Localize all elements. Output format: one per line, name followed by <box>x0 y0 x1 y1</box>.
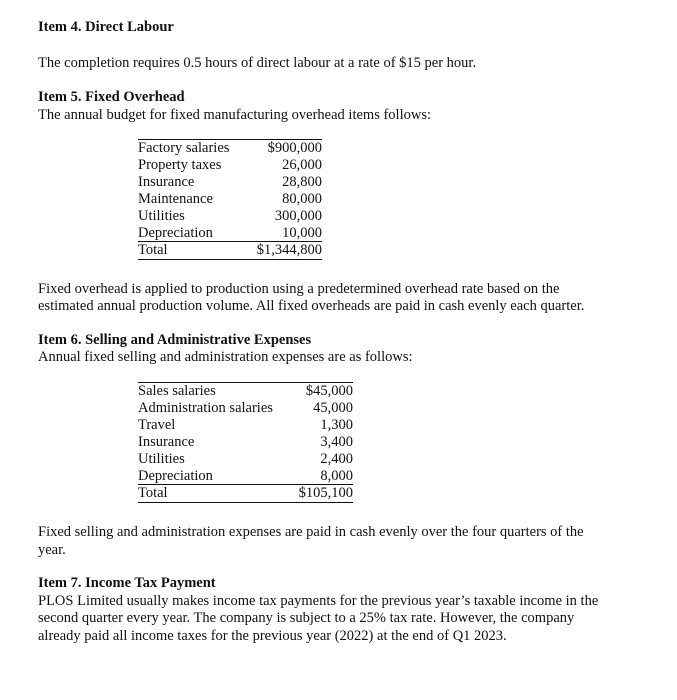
table-row <box>138 451 353 468</box>
total-value: $105,100 <box>291 485 353 503</box>
table-row <box>138 191 322 208</box>
row-label: Property taxes <box>138 156 222 173</box>
row-value: 26,000 <box>282 156 322 173</box>
row-label: Factory salaries <box>138 140 245 157</box>
row-label: Insurance <box>138 433 195 450</box>
fixed-overhead-table <box>138 139 322 260</box>
row-label: Depreciation <box>138 468 291 485</box>
item7-line1: PLOS Limited usually makes income tax payments for the previous year’s taxable income in the <box>38 593 599 609</box>
table-row <box>138 157 322 174</box>
item6-intro: Annual fixed selling and administration expenses are as follows: <box>38 349 413 365</box>
table-row <box>138 140 322 157</box>
table-total-row <box>138 485 353 503</box>
selling-admin-table <box>138 382 353 503</box>
row-value: 3,400 <box>320 433 353 450</box>
row-value: 80,000 <box>282 190 322 207</box>
table-row <box>138 383 353 400</box>
item5-heading: Item 5. Fixed Overhead <box>38 89 185 105</box>
total-label: Total <box>138 485 291 503</box>
row-label: Sales salaries <box>138 383 291 400</box>
item5-note-line1: Fixed overhead is applied to production using a predetermined overhead rate based on the <box>38 281 560 297</box>
table-row <box>138 417 353 434</box>
total-label: Total <box>138 242 245 260</box>
row-value: 300,000 <box>274 207 322 224</box>
table-row <box>138 400 353 417</box>
item6-note-line2: year. <box>38 542 66 558</box>
item5-note-line2: estimated annual production volume. All fixed overheads are paid in cash evenly each quarter. <box>38 298 585 314</box>
item7-line3: already paid all income taxes for the previous year (2022) at the end of Q1 2023. <box>38 628 507 644</box>
row-value: 45,000 <box>313 399 353 416</box>
row-value: 8,000 <box>291 468 353 485</box>
total-value: $1,344,800 <box>245 242 322 260</box>
item5-intro: The annual budget for fixed manufacturing overhead items follows: <box>38 107 431 123</box>
item6-note-line1: Fixed selling and administration expenses are paid in cash evenly over the four quarters of the <box>38 524 584 540</box>
row-label: Depreciation <box>138 225 245 242</box>
row-value: 1,300 <box>320 416 353 433</box>
row-label: Administration salaries <box>138 399 273 416</box>
row-label: Travel <box>138 416 176 433</box>
row-value: 10,000 <box>245 225 322 242</box>
row-value: 2,400 <box>320 450 353 467</box>
item7-line2: second quarter every year. The company is subject to a 25% tax rate. However, the company <box>38 610 575 626</box>
row-value: $900,000 <box>245 140 322 157</box>
row-value: $45,000 <box>291 383 353 400</box>
table-row <box>138 208 322 225</box>
item7-heading: Item 7. Income Tax Payment <box>38 575 216 591</box>
table-row <box>138 225 322 242</box>
table-row <box>138 174 322 191</box>
row-label: Utilities <box>138 450 185 467</box>
table-row <box>138 468 353 485</box>
row-label: Utilities <box>138 207 185 224</box>
table-total-row <box>138 242 322 260</box>
item6-heading: Item 6. Selling and Administrative Expenses <box>38 332 312 348</box>
row-label: Maintenance <box>138 190 213 207</box>
item4-heading: Item 4. Direct Labour <box>38 19 174 35</box>
table-row <box>138 434 353 451</box>
row-label: Insurance <box>138 173 195 190</box>
item4-text: The completion requires 0.5 hours of direct labour at a rate of $15 per hour. <box>38 55 477 71</box>
row-value: 28,800 <box>282 173 322 190</box>
